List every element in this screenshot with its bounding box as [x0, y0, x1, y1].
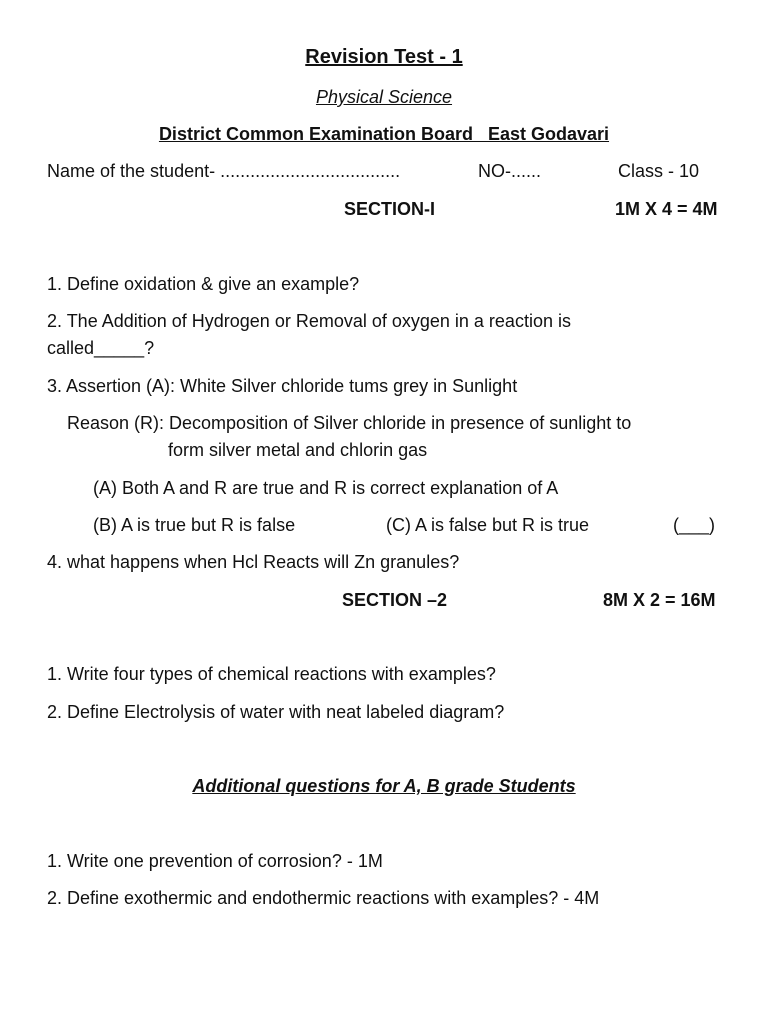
section1-question-2-line1: 2. The Addition of Hydrogen or Removal of oxygen in a reaction is	[47, 311, 571, 331]
section1-question-2-line2: called_____?	[47, 338, 155, 358]
student-number-label: NO-......	[478, 161, 541, 181]
class-label: Class - 10	[618, 161, 700, 181]
section1-title: SECTION-I	[344, 199, 436, 219]
section2-marks: 8M X 2 = 16M	[603, 590, 716, 610]
section1-question-3-reason-line2: form silver metal and chlorin gas	[168, 440, 428, 460]
board-name: District Common Examination Board East Godavari	[158, 124, 610, 144]
subject-name: Physical Science	[315, 87, 453, 107]
section1-question-3-assertion: 3. Assertion (A): White Silver chloride tums grey in Sunlight	[47, 376, 518, 396]
section1-question-4: 4. what happens when Hcl Reacts will Zn granules?	[47, 552, 460, 572]
additional-question-1: 1. Write one prevention of corrosion? - 1M	[47, 851, 383, 871]
section2-question-2: 2. Define Electrolysis of water with neat labeled diagram?	[47, 702, 505, 722]
section1-question-3-answer-blank: (___)	[673, 515, 716, 535]
section1-question-3-reason-line1: Reason (R): Decomposition of Silver chloride in presence of sunlight to	[67, 413, 632, 433]
additional-questions-title: Additional questions for A, B grade Students	[192, 776, 576, 796]
section1-question-3-option-b: (B) A is true but R is false	[93, 515, 296, 535]
section1-question-3-option-c: (C) A is false but R is true	[386, 515, 590, 535]
section1-marks: 1M X 4 = 4M	[615, 199, 718, 219]
student-name-label: Name of the student- ....................................	[47, 161, 401, 181]
section2-question-1: 1. Write four types of chemical reactions with examples?	[47, 664, 496, 684]
additional-question-2: 2. Define exothermic and endothermic reactions with examples? - 4M	[47, 888, 600, 908]
paper-title: Revision Test - 1	[305, 46, 463, 68]
section2-title: SECTION –2	[342, 590, 448, 610]
section1-question-3-option-a: (A) Both A and R are true and R is correct explanation of A	[93, 478, 559, 498]
section1-question-1: 1. Define oxidation & give an example?	[47, 274, 360, 294]
